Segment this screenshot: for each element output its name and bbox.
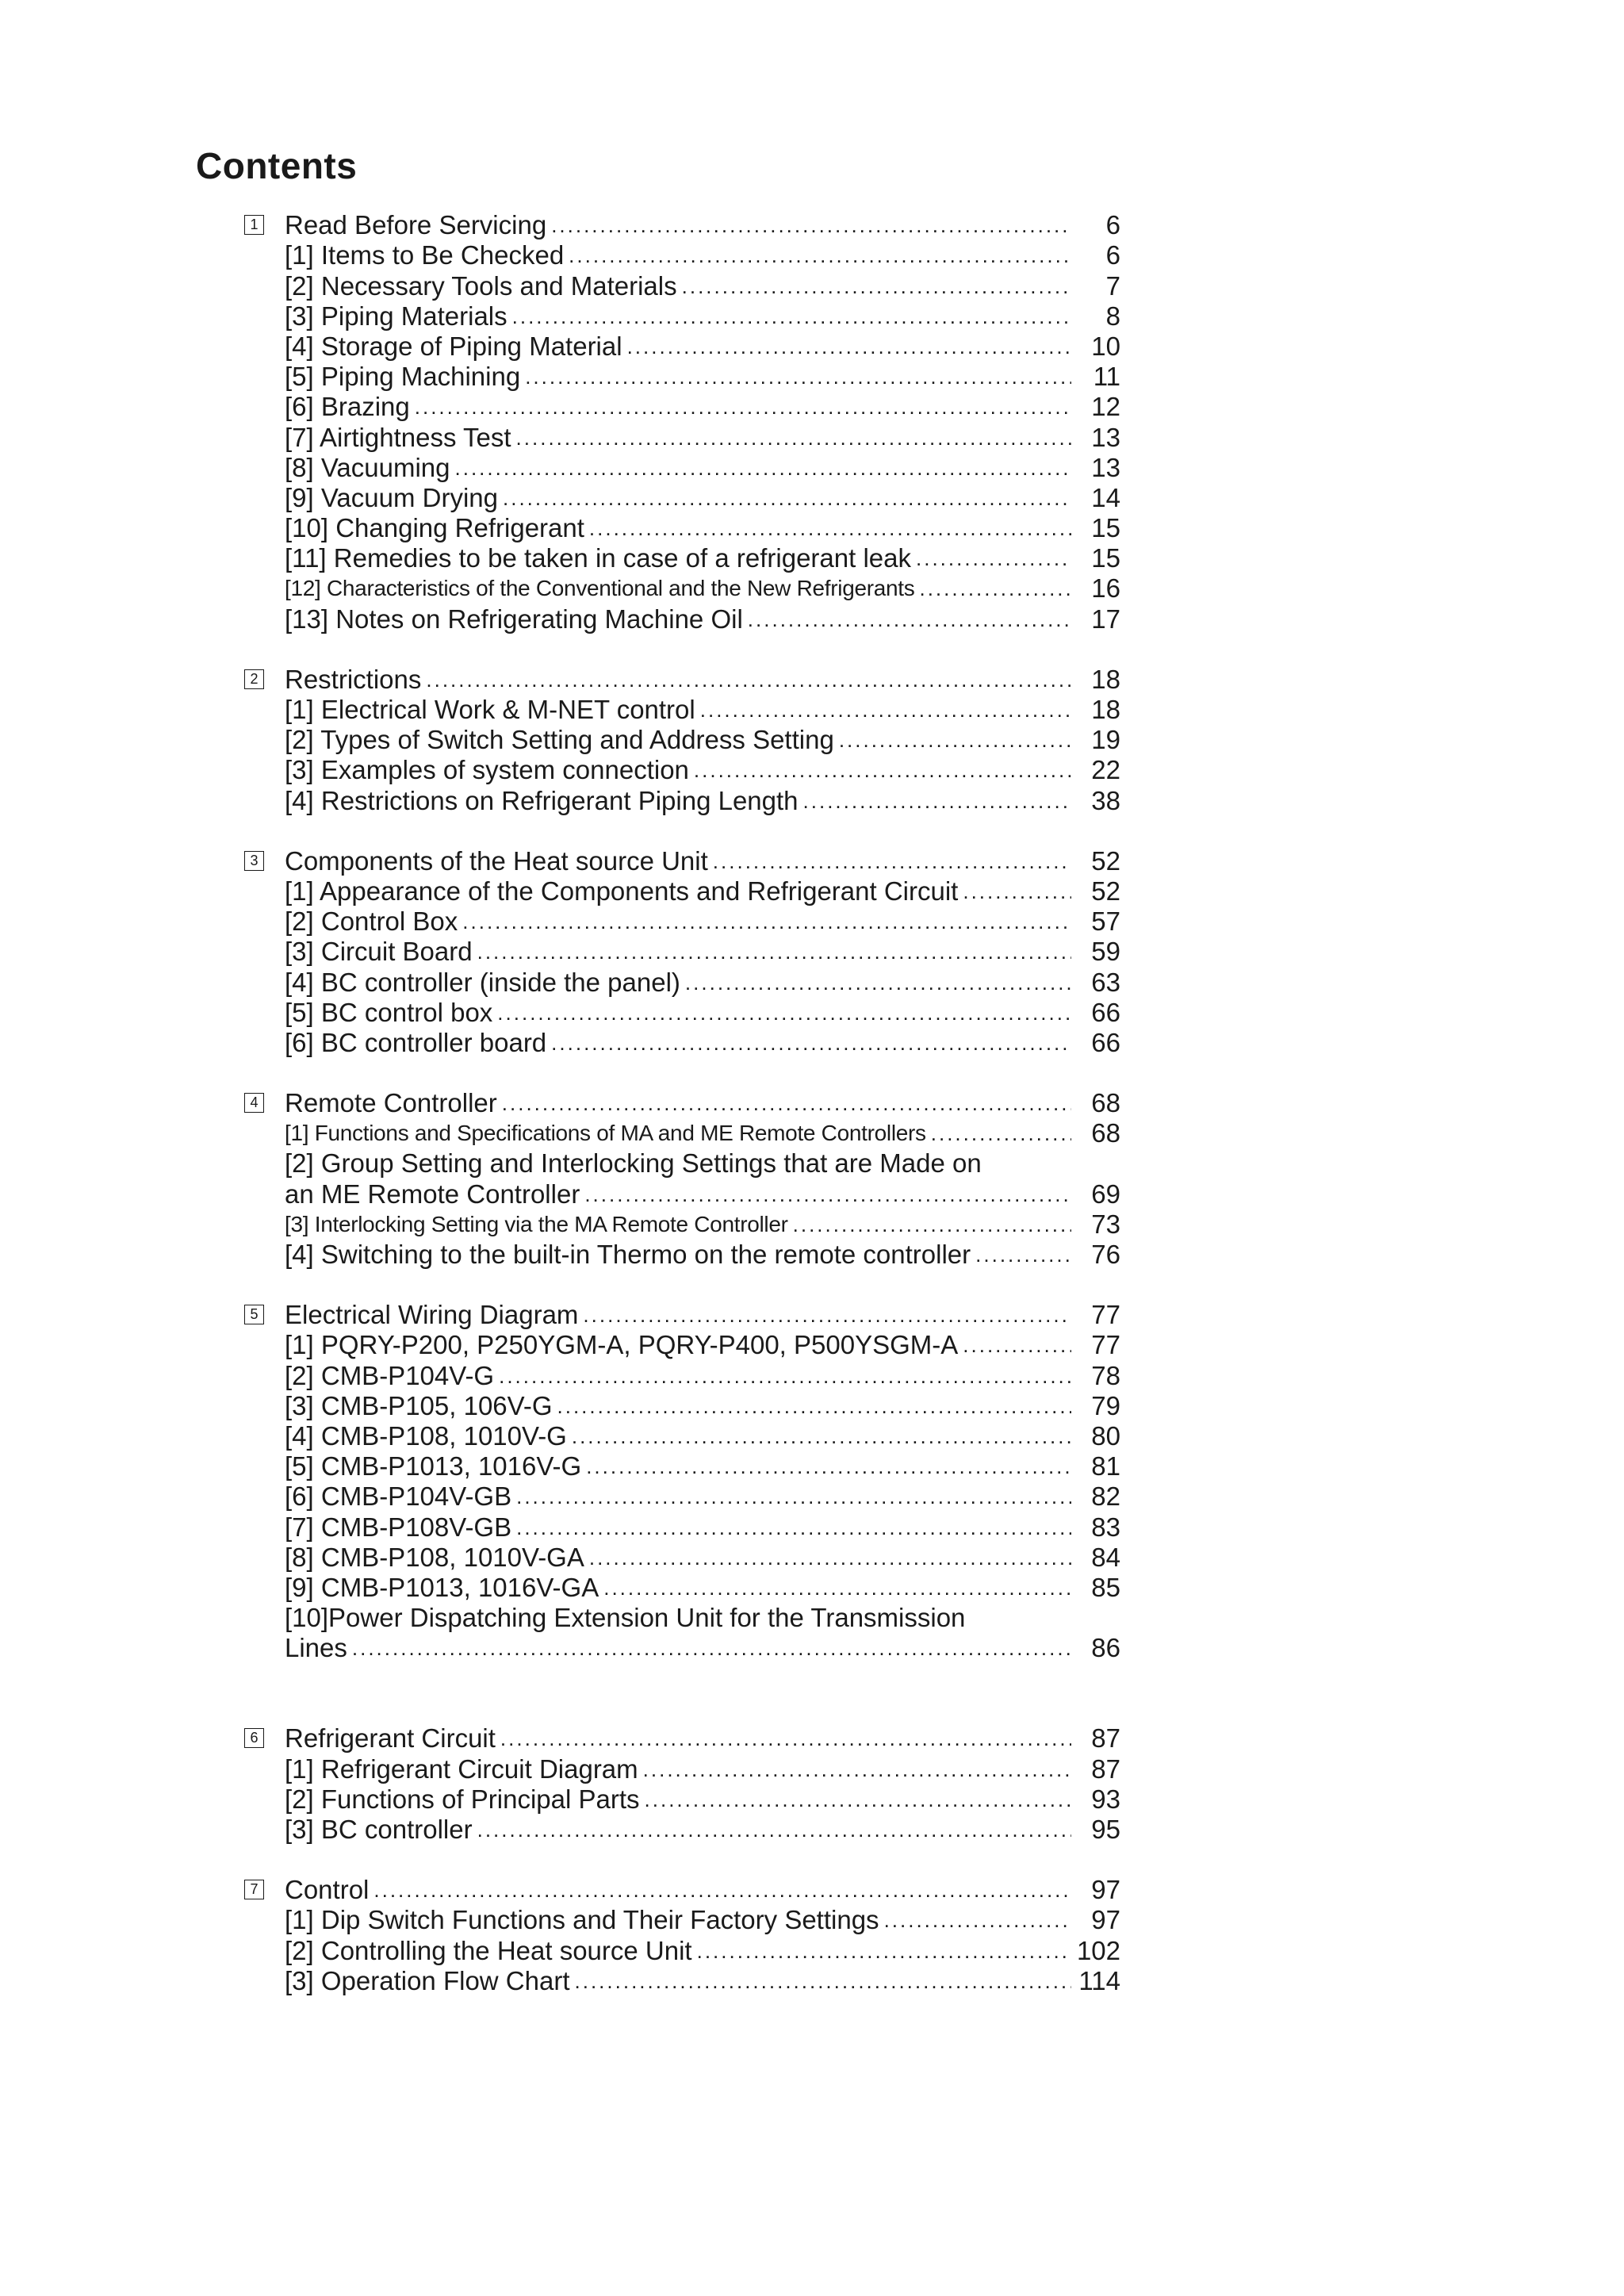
entry-label: [3] CMB-P105, 106V-G [285,1390,553,1420]
page-number: 78 [1091,1360,1120,1390]
leader-dots [500,1723,1071,1754]
page-number: 14 [1091,482,1120,512]
leader-dots [963,876,1071,907]
leader-dots [713,846,1071,876]
leader-dots [373,1875,1071,1905]
entry-label: [4] Switching to the built-in Thermo on the remote controller [285,1240,971,1269]
toc-entry[interactable] [244,1573,1120,1603]
toc-entry[interactable] [244,1603,1120,1633]
page-number: 63 [1091,967,1120,997]
page-number: 97 [1091,1875,1120,1905]
section-number: 6 [244,1728,264,1748]
entry-label: [4] CMB-P108, 1010V-G [285,1420,567,1451]
page-number: 77 [1091,1330,1120,1360]
toc-entry[interactable] [244,907,1120,937]
leader-dots [584,1179,1071,1209]
entry-label: [7] CMB-P108V-GB [285,1512,512,1542]
section-title: Components of the Heat source Unit [285,845,708,876]
toc-entry[interactable] [244,1118,1120,1148]
leader-dots [694,755,1071,785]
page-number: 87 [1091,1723,1120,1754]
page-number: 84 [1091,1542,1120,1572]
toc-section-heading[interactable] [244,1088,1120,1118]
leader-dots [477,937,1071,967]
leader-dots [700,695,1071,725]
entry-label: [2] Group Setting and Interlocking Settings that are Made on [285,1148,982,1179]
leader-dots [352,1633,1071,1663]
toc-entry[interactable] [244,998,1120,1028]
toc-entry-continuation[interactable] [244,1633,1120,1663]
page-number: 87 [1091,1754,1120,1784]
entry-label: [6] CMB-P104V-GB [285,1481,512,1512]
entry-label: [4] BC controller (inside the panel) [285,967,680,997]
leader-dots [477,1815,1071,1845]
table-of-contents [244,210,1120,2026]
toc-entry[interactable] [244,695,1120,725]
page-number: 80 [1091,1420,1120,1451]
page-number: 114 [1078,1965,1120,1995]
leader-dots [589,513,1071,543]
entry-label: [7] Airtightness Test [285,422,511,452]
entry-label: [5] Piping Machining [285,362,521,392]
leader-dots [685,968,1071,998]
page-number: 66 [1091,1027,1120,1057]
entry-label: [2] Functions of Principal Parts [285,1784,640,1814]
entry-label: [13] Notes on Refrigerating Machine Oil [285,604,743,634]
section-title: Remote Controller [285,1088,497,1118]
toc-entry[interactable] [244,362,1120,392]
page-number: 12 [1091,392,1120,422]
entry-label: [1] Dip Switch Functions and Their Factory Settings [285,1905,879,1935]
toc-entry[interactable] [244,1754,1120,1784]
entry-label: [11] Remedies to be taken in case of a refrigerant leak [285,543,912,573]
page-number: 79 [1091,1390,1120,1420]
leader-dots [426,665,1071,695]
toc-section-heading[interactable] [244,210,1120,240]
page-number: 52 [1091,845,1120,876]
leader-dots [572,1421,1071,1451]
page-number: 8 [1105,301,1120,331]
section-number: 2 [244,669,264,689]
entry-label: [2] CMB-P104V-G [285,1360,495,1390]
page-number: 83 [1091,1512,1120,1542]
page-number: 102 [1076,1935,1120,1965]
entry-label: [3] Piping Materials [285,301,508,331]
leader-dots [963,1330,1071,1360]
leader-dots [503,483,1071,513]
entry-label: [1] Refrigerant Circuit Diagram [285,1754,638,1784]
page-number: 19 [1091,725,1120,755]
page-number: 13 [1091,422,1120,452]
toc-entry[interactable] [244,543,1120,573]
section-number: 7 [244,1880,264,1899]
toc-entry[interactable] [244,1391,1120,1421]
page-number: 15 [1091,513,1120,543]
entry-label: [2] Necessary Tools and Materials [285,270,677,301]
toc-entry[interactable] [244,1815,1120,1845]
leader-dots [551,210,1071,240]
toc-entry-continuation[interactable] [244,1179,1120,1209]
entry-label: [9] Vacuum Drying [285,482,498,512]
toc-section [244,1875,1120,1996]
toc-section-heading[interactable] [244,1723,1120,1754]
toc-entry[interactable] [244,1028,1120,1058]
leader-dots [557,1391,1072,1421]
toc-section [244,1723,1120,1845]
page-number: 69 [1091,1179,1120,1209]
toc-entry[interactable] [244,301,1120,332]
section-title: Refrigerant Circuit [285,1723,496,1754]
page-number: 97 [1091,1905,1120,1935]
leader-dots [627,332,1071,362]
page-number: 86 [1091,1633,1120,1663]
toc-section-heading[interactable] [244,665,1120,695]
toc-entry[interactable] [244,240,1120,270]
leader-dots [643,1754,1071,1784]
toc-entry[interactable] [244,725,1120,755]
page-number: 59 [1091,937,1120,967]
toc-entry[interactable] [244,422,1120,452]
toc-entry[interactable] [244,755,1120,785]
leader-dots [551,1028,1071,1058]
leader-dots [516,423,1071,453]
leader-dots [884,1905,1071,1935]
leader-dots [415,392,1071,422]
page-number: 17 [1091,604,1120,634]
page-number: 57 [1091,907,1120,937]
page-title: Contents [196,145,358,186]
page-number: 95 [1091,1815,1120,1844]
section-title: Restrictions [285,664,422,694]
section-number: 1 [244,215,264,235]
page-number: 52 [1091,876,1120,906]
toc-entry[interactable] [244,604,1120,634]
toc-section [244,1300,1120,1663]
page-number: 6 [1105,240,1120,270]
toc-section [244,846,1120,1058]
entry-label: [2] Control Box [285,907,458,937]
entry-label: [5] BC control box [285,997,493,1027]
leader-dots [516,1481,1071,1512]
leader-dots [569,240,1071,270]
toc-section [244,210,1120,634]
toc-entry[interactable] [244,785,1120,815]
entry-label: [1] Items to Be Checked [285,240,565,270]
entry-label: [2] Types of Switch Setting and Address Setting [285,725,834,755]
toc-entry[interactable] [244,392,1120,422]
toc-section-heading[interactable] [244,1875,1120,1905]
leader-dots [525,362,1071,392]
leader-dots [455,453,1071,483]
leader-dots [512,301,1071,332]
leader-dots [916,543,1071,573]
toc-entry[interactable] [244,876,1120,907]
leader-dots [502,1088,1071,1118]
section-title: Control [285,1875,370,1905]
toc-entry[interactable] [244,1330,1120,1360]
leader-dots [603,1573,1071,1603]
leader-dots [589,1543,1071,1573]
page-number: 13 [1091,452,1120,482]
entry-label: [1] Appearance of the Components and Refrigerant Circuit [285,876,959,906]
page-number: 73 [1091,1209,1120,1239]
page-number: 18 [1091,695,1120,724]
toc-entry[interactable] [244,1360,1120,1390]
entry-label: [2] Controlling the Heat source Unit [285,1935,692,1965]
entry-label-continuation: an ME Remote Controller [285,1179,580,1209]
section-title: Read Before Servicing [285,210,547,240]
leader-dots [839,725,1071,755]
leader-dots [919,573,1071,604]
leader-dots [645,1784,1071,1815]
toc-entry[interactable] [244,270,1120,301]
page-number: 85 [1091,1572,1120,1602]
page-number: 38 [1091,785,1120,815]
leader-dots [803,786,1071,816]
entry-label: [3] Interlocking Setting via the MA Remote Controller [285,1211,788,1236]
page-number: 11 [1093,362,1120,392]
entry-label: [3] Operation Flow Chart [285,1965,570,1995]
toc-entry[interactable] [244,1935,1120,1965]
page-number: 68 [1091,1088,1120,1118]
toc-entry[interactable] [244,453,1120,483]
section-title: Electrical Wiring Diagram [285,1300,579,1330]
leader-dots [516,1512,1071,1543]
page-number: 18 [1091,664,1120,694]
leader-dots [499,1361,1071,1391]
toc-entry[interactable] [244,1905,1120,1935]
entry-label: [1] PQRY-P200, P250YGM-A, PQRY-P400, P500YSGM-A [285,1330,959,1360]
page-number: 66 [1091,997,1120,1027]
page-number: 93 [1091,1784,1120,1814]
section-number: 3 [244,851,264,871]
entry-label: [9] CMB-P1013, 1016V-GA [285,1572,599,1602]
page-number: 15 [1091,543,1120,573]
entry-label: [1] Functions and Specifications of MA and ME Remote Controllers [285,1121,926,1146]
entry-label: [10]Power Dispatching Extension Unit for the Transmission [285,1603,966,1633]
leader-dots [931,1118,1071,1148]
toc-entry[interactable] [244,1209,1120,1240]
toc-section [244,1088,1120,1270]
page-number: 16 [1091,573,1120,604]
leader-dots [583,1300,1071,1330]
entry-label: [8] Vacuuming [285,452,450,482]
leader-dots [793,1209,1071,1240]
entry-label-continuation: Lines [285,1633,347,1663]
leader-dots [575,1966,1072,1996]
toc-entry[interactable] [244,1451,1120,1481]
entry-label: [1] Electrical Work & M-NET control [285,695,695,724]
toc-section [244,665,1120,816]
page-number: 7 [1105,270,1120,301]
page-number: 6 [1105,210,1120,240]
page-number: 81 [1091,1451,1120,1481]
entry-label: [6] BC controller board [285,1027,547,1057]
entry-label: [6] Brazing [285,392,410,422]
leader-dots [697,1936,1071,1966]
toc-entry[interactable] [244,937,1120,967]
toc-entry[interactable] [244,1240,1120,1270]
toc-entry[interactable] [244,1481,1120,1512]
entry-label: [5] CMB-P1013, 1016V-G [285,1451,582,1481]
toc-entry[interactable] [244,1966,1120,1996]
page-number: 68 [1091,1118,1120,1148]
toc-entry[interactable] [244,1512,1120,1542]
toc-entry[interactable] [244,1543,1120,1573]
entry-label: [10] Changing Refrigerant [285,513,584,543]
page-number: 76 [1091,1240,1120,1269]
entry-label: [3] BC controller [285,1815,473,1844]
page-number: 10 [1091,331,1120,361]
toc-entry[interactable] [244,332,1120,362]
leader-dots [748,604,1071,634]
page-number: 77 [1091,1300,1120,1330]
leader-dots [682,271,1071,301]
page-number: 22 [1091,755,1120,785]
entry-label: [3] Circuit Board [285,937,473,967]
toc-entry[interactable] [244,1784,1120,1815]
toc-entry[interactable] [244,967,1120,997]
entry-label: [3] Examples of system connection [285,755,689,785]
toc-entry[interactable] [244,483,1120,513]
toc-entry[interactable] [244,513,1120,543]
toc-section-heading[interactable] [244,846,1120,876]
leader-dots [586,1451,1071,1481]
section-number: 4 [244,1093,264,1113]
leader-dots [975,1240,1071,1270]
entry-label: [4] Restrictions on Refrigerant Piping Length [285,785,799,815]
entry-label: [12] Characteristics of the Conventional and the New Refrigerants [285,576,915,601]
toc-entry[interactable] [244,573,1120,604]
toc-entry[interactable] [244,1148,1120,1179]
leader-dots [497,998,1071,1028]
toc-entry[interactable] [244,1421,1120,1451]
entry-label: [4] Storage of Piping Material [285,331,622,361]
section-number: 5 [244,1305,264,1324]
entry-label: [8] CMB-P108, 1010V-GA [285,1542,584,1572]
page-number: 82 [1091,1481,1120,1512]
toc-section-heading[interactable] [244,1300,1120,1330]
leader-dots [462,907,1071,937]
